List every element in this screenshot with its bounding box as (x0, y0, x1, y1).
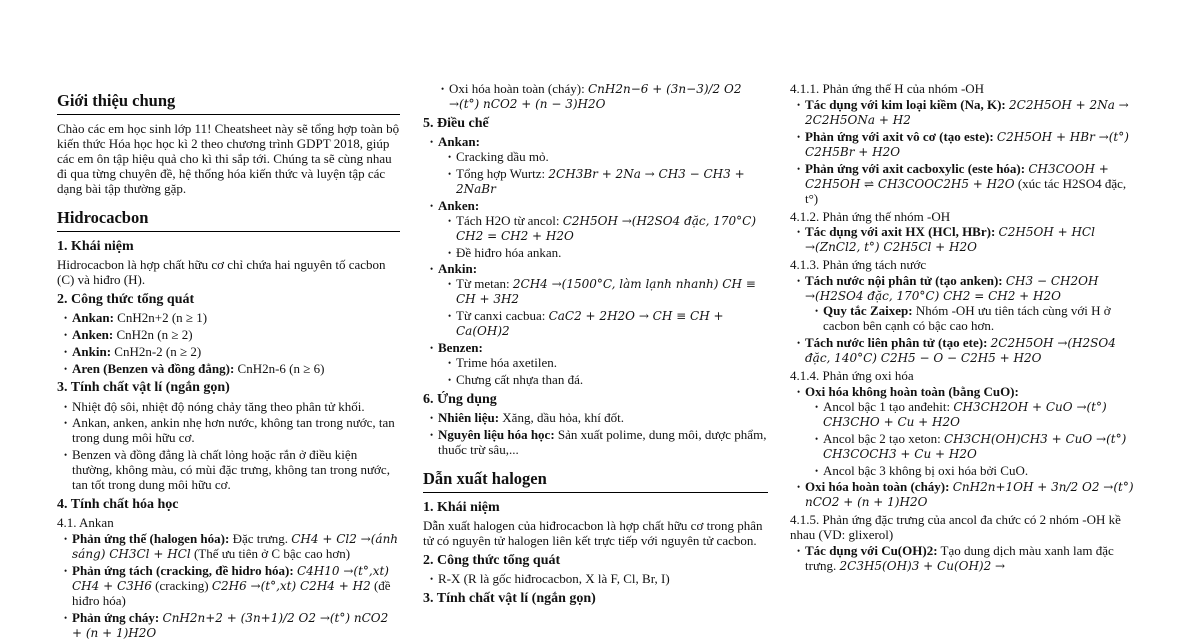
hidro-s1-text: Hidrocacbon là hợp chất hữu cơ chỉ chứa hai nguyên tố cacbon (C) và hiđro (H). (57, 256, 386, 287)
list-item: • Tách nước nội phân tử (tạo anken): CH3 − CH2OH →(H2SO4 đặc, 170°C) CH2 = CH2 + H2O • Quy tắc Zaixep: Nhóm -OH ưu tiên tách cùng với H ở cacbon bên cạnh có bậc cao hơn. (797, 274, 1135, 334)
list-item: • Phản ứng tách (cracking, đề hidro hóa): C4H10 →(t°,xt) CH4 + C3H6 (cracking) C2H6 →(t°,xt) C2H4 + H2 (đề hiđro hóa) (64, 564, 400, 609)
equation: 2CH4 →(1500°C, làm lạnh nhanh) CH ≡ CH + 3H2 (456, 277, 756, 307)
list-item: • Từ metan: 2CH4 →(1500°C, làm lạnh nhanh) CH ≡ CH + 3H2 (448, 277, 768, 307)
list-item: • Ankan: • Cracking dầu mỏ. • Tổng hợp Wurtz: 2CH3Br + 2Na → CH3 − CH3 + 2NaBr (430, 135, 768, 197)
ankan-subheading: 4.1. Ankan (57, 515, 114, 531)
s6-heading: 6. Ứng dụng (423, 391, 497, 407)
equation: CH3COOH + C2H5OH ⇌ CH3COOC2H5 + H2O (805, 161, 1109, 191)
list-item: • Tác dụng với kim loại kiềm (Na, K): 2C2H5OH + 2Na → 2C2H5ONa + H2 (797, 98, 1135, 128)
list-item: • Tác dụng với Cu(OH)2: Tạo dung dịch màu xanh lam đặc trưng. 2C3H5(OH)3 + Cu(OH)2 → (797, 544, 1135, 574)
physical-props-list (57, 400, 400, 494)
preparation-list (423, 135, 768, 388)
list-item: • Tách nước liên phân tử (tạo ete): 2C2H5OH →(H2SO4 đặc, 140°C) C2H5 − O − C2H5 + H2O (797, 336, 1135, 366)
ankan-reactions (57, 532, 400, 641)
list-item: • Phản ứng với axit cacboxylic (este hóa): CH3COOH + C2H5OH ⇌ CH3COOC2H5 + H2O (xúc tác H2SO4 đặc, t°) (797, 162, 1135, 207)
list-item: • R-X (R là gốc hiđrocacbon, X là F, Cl, Br, I) (430, 572, 768, 587)
intro-text: Chào các em học sinh lớp 11! Cheatsheet này sẽ tổng hợp toàn bộ kiến thức Hóa học học kì 2 theo chương trình GDPT 2018, giúp các em ôn tập hiệu quả cho kì thi sắp tới. Chúng ta sẽ cùng nhau đi qua từng chuyên đề, hệ thống hóa kiến thức và luyện tập các dạng bài tập thường gặp. (57, 120, 400, 196)
equation: CH3CH2OH + CuO →(t°) CH3CHO + Cu + H2O (823, 399, 1107, 429)
equation: C2H6 →(t°,xt) C2H4 + H2 (211, 579, 371, 593)
list-item: • Oxi hóa hoàn toàn (cháy): CnH2n+1OH + 3n/2 O2 →(t°) nCO2 + (n + 1)H2O (797, 480, 1135, 510)
equation: CH3CH(OH)CH3 + CuO →(t°) CH3COCH3 + Cu + H2O (823, 431, 1127, 461)
column-3 (790, 80, 1135, 577)
reactions-415 (790, 544, 1135, 574)
equation: C2H5OH + HBr →(t°) C2H5Br + H2O (805, 129, 1129, 159)
dx-formula-list (423, 572, 768, 587)
reactions-414 (790, 385, 1135, 511)
s5-heading: 5. Điều chế (423, 115, 489, 131)
list-item: • Benzen: • Trime hóa axetilen. • Chưng cất nhựa than đá. (430, 341, 768, 388)
list-item: • Tác dụng với axit HX (HCl, HBr): C2H5OH + HCl →(ZnCl2, t°) C2H5Cl + H2O (797, 225, 1135, 255)
list-item: • Aren (Benzen và đồng đẳng): CnH2n-6 (n ≥ 6) (64, 362, 400, 377)
equation: CH3 − CH2OH →(H2SO4 đặc, 170°C) CH2 = CH2 + H2O (805, 274, 1099, 304)
equation: C4H10 →(t°,xt) CH4 + C3H6 (72, 564, 389, 593)
column-2 (423, 82, 768, 610)
list-item: • Ancol bậc 3 không bị oxi hóa bởi CuO. (815, 464, 1135, 479)
list-item: • Ancol bậc 2 tạo xeton: CH3CH(OH)CH3 + CuO →(t°) CH3COCH3 + Cu + H2O (815, 432, 1135, 462)
reactions-412 (790, 225, 1135, 255)
equation: CnH2n−6 + (3n−3)/2 O2 →(t°) nCO2 + (n − 3)H2O (449, 82, 742, 111)
subheading-413: 4.1.3. Phản ứng tách nước (790, 257, 927, 273)
hidro-s4-heading: 4. Tính chất hóa học (57, 497, 179, 513)
subheading-411: 4.1.1. Phản ứng thế H của nhóm -OH (790, 81, 985, 96)
list-item: • Oxi hóa hoàn toàn (cháy): CnH2n−6 + (3n−3)/2 O2 →(t°) nCO2 + (n − 3)H2O (441, 82, 768, 112)
equation: CnH2n+2 + (3n+1)/2 O2 →(t°) nCO2 + (n + 1)H2O (72, 610, 389, 640)
hidrocacbon-title: Hidrocacbon (57, 209, 400, 232)
hidro-s3-heading: 3. Tính chất vật lí (ngắn gọn) (57, 380, 230, 396)
equation: CnH2n+1OH + 3n/2 O2 →(t°) nCO2 + (n + 1)H2O (805, 480, 1134, 510)
subheading-412: 4.1.2. Phản ứng thế nhóm -OH (790, 208, 951, 224)
equation: CaC2 + 2H2O → CH ≡ CH + Ca(OH)2 (456, 309, 724, 339)
list-item: • Trime hóa axetilen. (448, 356, 768, 371)
reactions-413 (790, 274, 1135, 366)
dx-s3-heading: 3. Tính chất vật lí (ngắn gọn) (423, 590, 596, 606)
equation: C2H5OH →(H2SO4 đặc, 170°C) CH2 = CH2 + H2O (456, 213, 757, 243)
list-item: • Tổng hợp Wurtz: 2CH3Br + 2Na → CH3 − CH3 + 2NaBr (448, 167, 768, 197)
equation: 2C2H5OH + 2Na → 2C2H5ONa + H2 (805, 97, 1129, 127)
formula-list (57, 311, 400, 377)
subheading-414: 4.1.4. Phản ứng oxi hóa (790, 367, 914, 383)
list-item: • Benzen và đồng đẳng là chất lỏng hoặc rắn ở điều kiện thường, không màu, có mùi đặc trưng, không tan trong nước, tan tốt trong dung môi hữu cơ. (64, 448, 400, 493)
column-1 (57, 92, 400, 644)
list-item: • Từ canxi cacbua: CaC2 + 2H2O → CH ≡ CH + Ca(OH)2 (448, 309, 768, 339)
list-item: • Phản ứng thế (halogen hóa): Đặc trưng. CH4 + Cl2 →(ánh sáng) CH3Cl + HCl (Thế ưu tiên ở C bậc cao hơn) (64, 532, 400, 562)
equation: CH4 + Cl2 →(ánh sáng) CH3Cl + HCl (72, 532, 399, 562)
list-item: • Ancol bậc 1 tạo anđehit: CH3CH2OH + CuO →(t°) CH3CHO + Cu + H2O (815, 400, 1135, 430)
list-item: • Ankin: CnH2n-2 (n ≥ 2) (64, 345, 400, 360)
list-item: • Phản ứng với axit vô cơ (tạo este): C2H5OH + HBr →(t°) C2H5Br + H2O (797, 130, 1135, 160)
list-item: • Nhiên liệu: Xăng, dầu hỏa, khí đốt. (430, 411, 768, 426)
dx-s1-text: Dẫn xuất halogen của hiđrocacbon là hợp chất hữu cơ trong phân tử có nguyên tử halogen liên kết trực tiếp với nguyên tử cacbon. (423, 517, 763, 548)
equation: C2H5OH + HCl →(ZnCl2, t°) C2H5Cl + H2O (805, 225, 1095, 255)
list-item: • Cracking dầu mỏ. (448, 150, 768, 165)
list-item: • Oxi hóa không hoàn toàn (bằng CuO): • Ancol bậc 1 tạo anđehit: CH3CH2OH + CuO →(t°) CH3CHO + Cu + H2O • Ancol bậc 2 tạo xeton: CH3CH(OH)CH3 + CuO →(t°) CH3COCH3 + Cu + H2O • Ancol bậc 3 không bị oxi hóa bởi CuO. (797, 385, 1135, 479)
equation: 2C3H5(OH)3 + Cu(OH)2 → (839, 559, 1006, 574)
list-item: • Nhiệt độ sôi, nhiệt độ nóng chảy tăng theo phân tử khối. (64, 400, 400, 415)
reactions-411 (790, 98, 1135, 207)
list-item: • Anken: • Tách H2O từ ancol: C2H5OH →(H2SO4 đặc, 170°C) CH2 = CH2 + H2O • Đề hiđro hóa ankan. (430, 199, 768, 261)
halogen-title: Dẫn xuất halogen (423, 470, 768, 493)
dx-s2-heading: 2. Công thức tổng quát (423, 552, 561, 568)
list-item: • Ankan: CnH2n+2 (n ≥ 1) (64, 311, 400, 326)
list-item: • Chưng cất nhựa than đá. (448, 373, 768, 388)
list-item: • Quy tắc Zaixep: Nhóm -OH ưu tiên tách cùng với H ở cacbon bên cạnh có bậc cao hơn. (815, 304, 1135, 334)
hidro-s1-heading: 1. Khái niệm (57, 238, 134, 254)
equation: 2CH3Br + 2Na → CH3 − CH3 + 2NaBr (456, 166, 745, 196)
list-item: • Phản ứng cháy: CnH2n+2 + (3n+1)/2 O2 →(t°) nCO2 + (n + 1)H2O (64, 611, 400, 641)
list-item: • Ankan, anken, ankin nhẹ hơn nước, không tan trong nước, tan trong dung môi hữu cơ. (64, 416, 400, 446)
oxidation-list (423, 82, 768, 112)
list-item: • Đề hiđro hóa ankan. (448, 246, 768, 261)
equation: 2C2H5OH →(H2SO4 đặc, 140°C) C2H5 − O − C2H5 + H2O (805, 336, 1116, 365)
dx-s1-heading: 1. Khái niệm (423, 499, 500, 515)
list-item: • Tách H2O từ ancol: C2H5OH →(H2SO4 đặc, 170°C) CH2 = CH2 + H2O (448, 214, 768, 244)
intro-title: Giới thiệu chung (57, 92, 400, 115)
list-item: • Anken: CnH2n (n ≥ 2) (64, 328, 400, 343)
list-item: • Nguyên liệu hóa học: Sản xuất polime, dung môi, dược phẩm, thuốc trừ sâu,... (430, 428, 768, 458)
application-list (423, 411, 768, 458)
hidro-s2-heading: 2. Công thức tổng quát (57, 291, 195, 307)
list-item: • Ankin: • Từ metan: 2CH4 →(1500°C, làm lạnh nhanh) CH ≡ CH + 3H2 • Từ canxi cacbua: CaC2 + 2H2O → CH ≡ CH + Ca(OH)2 (430, 262, 768, 339)
subheading-415: 4.1.5. Phản ứng đặc trưng của ancol đa chức có 2 nhóm -OH kề nhau (VD: glixerol) (790, 512, 1121, 543)
